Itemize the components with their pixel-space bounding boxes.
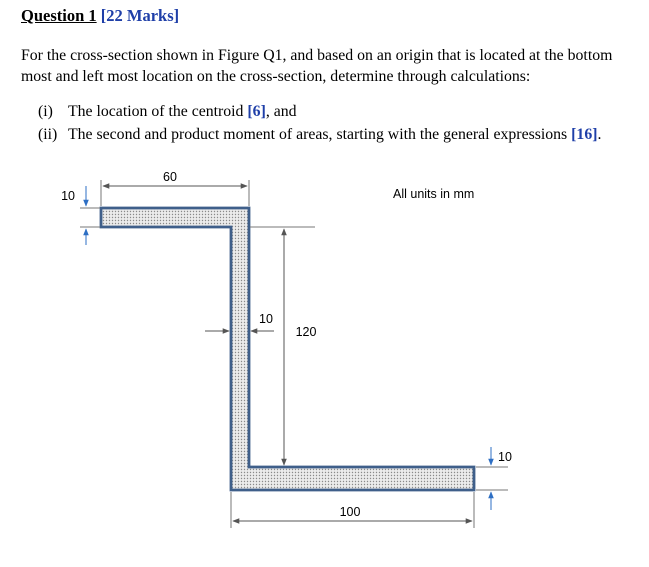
dim-bottom-flange-width: 100 (339, 505, 361, 519)
question-marks: [22 Marks] (100, 6, 180, 25)
item-tail: . (597, 126, 602, 143)
item-tail: , and (265, 103, 297, 120)
dim-top-flange-width: 60 (163, 170, 177, 184)
item-number: (ii) (38, 126, 58, 143)
item-marks: [6] (247, 103, 266, 120)
item-text: The location of the centroid (68, 103, 248, 120)
dim-bottom-flange-thickness: 10 (498, 450, 512, 464)
units-note: All units in mm (393, 187, 475, 201)
item-number: (i) (38, 103, 53, 120)
question-title: Question 1 (21, 6, 97, 25)
item-marks: [16] (571, 126, 598, 143)
item-text: The second and product moment of areas, starting with the general expressions (68, 126, 572, 143)
cross-section-shape (101, 208, 474, 490)
dim-web-thickness: 10 (259, 312, 273, 326)
dim-web-height: 120 (295, 325, 317, 339)
question-intro: For the cross-section shown in Figure Q1, and based on an origin that is located at the bottom most and left most location on the cross-section, determine through calculations: (21, 47, 613, 85)
dim-top-flange-thickness: 10 (61, 189, 75, 203)
